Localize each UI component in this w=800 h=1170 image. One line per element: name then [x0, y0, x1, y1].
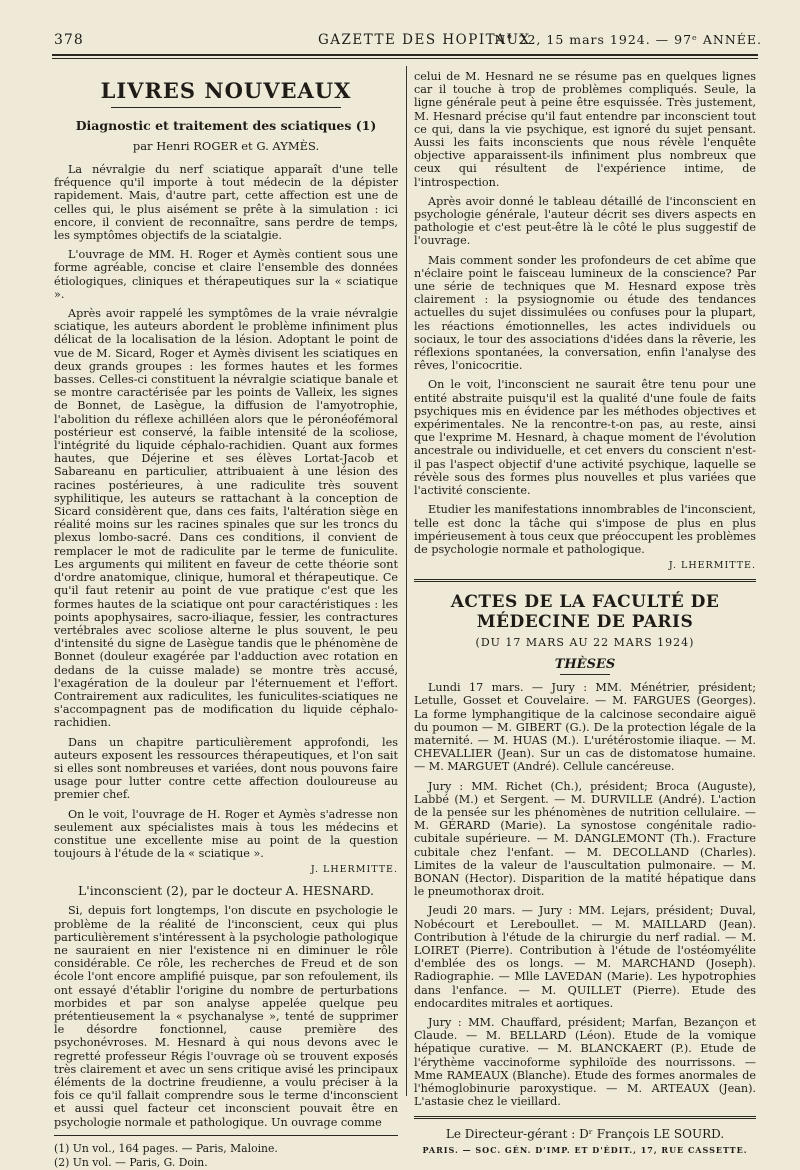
faculte-dates: (DU 17 MARS AU 22 MARS 1924)	[475, 636, 695, 650]
column-divider	[406, 66, 407, 1096]
article-title-sciatiques: Diagnostic et traitement des sciatiques (1)	[75, 118, 377, 133]
header-rule-thin	[52, 58, 758, 59]
footer-separator	[414, 1116, 756, 1119]
paragraph: On le voit, l'inconscient ne saurait être tenu pour une entité abstraite puisqu'il est la qualité d'une foule de faits psychiques mis en évidence par les méthodes objectives et expérimentales. Ne la rencontre-t-on pas, au reste, ainsi que l'exprime M. Hesnard, à chaque moment de l'évolution ancestrale ou individuelle, et cet envers du conscient n'est-il pas l'aspect objectif d'une activité psychique, laquelle se révèle sous des formes plus nouvelles et plus variées que l'activité consciente.	[414, 378, 756, 498]
signature: J. LHERMITTE.	[310, 864, 398, 876]
section-separator	[414, 579, 756, 582]
theses-heading: THÈSES	[554, 657, 616, 673]
paragraph: On le voit, l'ouvrage de H. Roger et Aymès s'adresse non seulement aux spécialistes mais à tous les médecins et constitue une excellente mise au point de la question toujours à l'étude de la « sciatique ».	[54, 807, 398, 861]
paragraph: Si, depuis fort longtemps, l'on discute en psychologie le problème de la réalité de l'inconscient, ceux qui plus particulièrement s'intéressent à la psychologie pathologique ne sauraient en nier l'existence ni en diminuer le rôle considérable. Ce rôle, les recherches de Freud et de son école l'ont encore amplifié puisque, par son refoulement, ils ont essayé d'établir l'origine du nombre de perturbations morbides et par son analyse appelée quelque peu prétentieusement la « psychanalyse », tenté de supprimer le désordre fonctionnel, cause première des psychonévroses. M. Hesnard à qui nous devons avec le regretté professeur Régis l'ouvrage où se trouvent exposés très clairement et avec un sens critique avisé les principaux éléments de la doctrine freudienne, a voulu préciser à la fois ce qu'il fallait comprendre sous le terme d'inconscient et aussi quel facteur cet inconscient pouvait être en psychologie normale et pathologique. Un ouvrage comme	[54, 904, 398, 1129]
paragraph: Mais comment sonder les profondeurs de cet abîme que n'éclaire point le faisceau lumineux de la conscience? Par une série de techniques que M. Hesnard expose très clairement : la psysiognomie ou étude des tendances actuelles du sujet dissimulées ou confuses pour la plupart, les réactions émotionnelles, les actes individuels ou sociaux, le tour des associations d'idées dans la rêverie, les réflexions spontanées, la conversation, enfin l'analyse des rêves, l'onicocritie.	[414, 253, 756, 373]
theses-rule	[560, 674, 610, 675]
left-column	[54, 70, 398, 1170]
paragraph: celui de M. Hesnard ne se résume pas en quelques lignes car il touche à trop de problèmes compliqués. Seule, la ligne générale peut à peine être esquissée. Très justement, M. Hesnard précise qu'il faut entendre par inconscient tout ce qui, dans la vie psychique, est ignoré du sujet pensant. Aussi les faits inconscients que nous révèle l'enquête objective apparaissent-ils infiniment plus nombreux que ceux qui résultent de l'expérience intime, de l'introspection.	[414, 70, 756, 189]
journal-title: GAZETTE DES HOPITAUX	[318, 32, 531, 48]
thesis-entry: Lundi 17 mars. — Jury : MM. Ménétrier, président; Letulle, Gosset et Couvelaire. — M. FARGUES (Georges). La forme lymphangitique de la calcinose secondaire aiguë du poumon — M. GIBERT (G.). De la protection légale de la maternité. — M. HUAS (M.). L'urétérostomie iliaque. — M. CHEVALLIER (Jean). Sur un cas de distomatose humaine. — M. MARGUET (André). Cellule cancéreuse.	[414, 681, 756, 774]
paragraph: Dans un chapitre particulièrement approfondi, les auteurs exposent les ressources thérapeutiques, et l'on sait si elles sont nombreuses et variées, dont nous pouvons faire usage pour lutter contre cette affection douloureuse au premier chef.	[54, 735, 398, 802]
paragraph: Après avoir donné le tableau détaillé de l'inconscient en psychologie générale, l'auteur décrit ses divers aspects en pathologie et c'est peut-être là le côté le plus suggestif de l'ouvrage.	[414, 194, 756, 248]
thesis-entry: Jeudi 20 mars. — Jury : MM. Lejars, président; Duval, Nobécourt et Lereboullet. — M. MAILLARD (Jean). Contribution à l'étude de la chirurgie du nerf radial. — M. LOIRET (Pierre). Contribution à l'étude de l'ostéomyélite d'emblée des os longs. — M. MARCHAND (Joseph). Radiographie. — Mlle LAVEDAN (Marie). Les hypotrophies dans l'enfance. — M. QUILLET (Pierre). Etude des endocardites mitrales et aortiques.	[414, 904, 756, 1010]
footnotes	[54, 1135, 398, 1170]
article-title-inconscient: L'inconscient (2), par le docteur A. HESNARD.	[77, 883, 375, 899]
paragraph: Après avoir rappelé les symptômes de la vraie névralgie sciatique, les auteurs abordent le problème infiniment plus délicat de la localisation de la lésion. Adoptant le point de vue de M. Sicard, Roger et Aymès divisent les sciatiques en deux grands groupes : les formes hautes et les formes basses. Celles-ci constituent la névralgie sciatique banale et se montre caractérisée par les points de Valleix, les signes de Bonnet, de Lasègue, la diffusion de l'amyotrophie, l'abolition du réflexe achilléen alors que le péronéofémoral postérieur est conservé, la faible intensité de la scoliose, l'intégrité du liquide céphalo-rachidien. Quant aux formes hautes, que Déjerine et ses élèves Lortat-Jacob et Sabareanu en particulier, attribuaient à une lésion des racines postérieures, à une radiculite très souvent syphilitique, les auteurs se rattachant à la conception de Sicard considèrent que, dans ces faits, l'altération siège en réalité moins sur les racines spinales que sur les troncs du plexus lombo-sacré. Dans ces conditions, il convient de remplacer le mot de radiculite par le terme de funiculite. Les arguments qui militent en faveur de cette théorie sont d'ordre anatomique, clinique, humoral et thérapeutique. Ce qu'il faut retenir au point de vue pratique c'est que les formes hautes de la sciatique ont pour caractéristiques : les points apophysaires, sacro-iliaque, fessier, les contractures vertébrales avec scoliose alterne le plus souvent, le peu d'intensité du signe de Lasègue tandis que le phénomène de Bonnet (douleur exagérée par l'adduction avec rotation en dedans de la cuisse malade) se montre très accusé, l'exagération de la douleur par l'éternuement et l'effort. Contrairement aux radiculites, les funiculites-sciatiques ne s'accompagnent pas de modification du liquide céphalo-rachidien.	[54, 307, 398, 730]
page-number: 378	[54, 32, 84, 48]
footnote: (2) Un vol. — Paris, G. Doin.	[54, 1155, 208, 1169]
header-rule	[52, 54, 758, 56]
thesis-entry: Jury : MM. Chauffard, président; Marfan, Bezançon et Claude. — M. BELLARD (Léon). Etude de la vomique hépatique curative. — M. BLANCKAERT (P.). Etude de l'érythème vaccinoforme syphiloïde des nourrissons. — Mme RAMEAUX (Blanche). Etude des formes anormales de l'hémoglobinurie paroxystique. — M. ARTEAUX (Jean). L'astasie chez le vieillard.	[414, 1015, 756, 1109]
director-line: Le Directeur-gérant : Dʳ François LE SOURD.	[445, 1127, 725, 1142]
article-byline: par Henri ROGER et G. AYMÈS.	[132, 139, 320, 153]
thesis-entry: Jury : MM. Richet (Ch.), président; Broca (Auguste), Labbé (M.) et Sergent. — M. DURVILLE (André). L'action de la pensée sur les phénomènes de nutrition cellulaire. — M. GÉRARD (Marie). La synostose congénitale radio-cubitale supérieure. — M. DANGLEMONT (Th.). Fracture cubitale chez l'enfant. — M. DECOLLAND (Charles). Limites de la valeur de l'auscultation pulmonaire. — M. BONAN (Hector). Disparition de la matité hépatique dans le pneumothorax droit.	[414, 779, 756, 899]
paragraph: L'ouvrage de MM. H. Roger et Aymès contient sous une forme agréable, concise et claire l'ensemble des données étiologiques, cliniques et thérapeutiques sur la « sciatique ».	[54, 248, 398, 301]
section-title-livres: LIVRES NOUVEAUX	[100, 78, 352, 103]
right-column	[414, 70, 756, 1155]
section-rule	[111, 107, 341, 108]
printer-line: PARIS. — SOC. GÉN. D'IMP. ET D'ÉDIT., 17, RUE CASSETTE.	[422, 1145, 748, 1156]
issue-date: N° 22, 15 mars 1924. — 97ᵉ ANNÉE.	[494, 32, 762, 47]
signature: J. LHERMITTE.	[668, 560, 756, 572]
footnote: (1) Un vol., 164 pages. — Paris, Maloine.	[54, 1141, 278, 1155]
page-header	[50, 28, 762, 52]
paragraph: La névralgie du nerf sciatique apparaît d'une telle fréquence qu'il importe à tout médecin de la dépister rapidement. Mais, d'autre part, cette affection est une de celles qui, le plus aisément se prête à la simulation : ici encore, il convient de reconnaître, sans perdre de temps, les symptômes objectifs de la sciatalgie.	[54, 163, 398, 243]
paragraph: Etudier les manifestations innombrables de l'inconscient, telle est donc la tâche qui s'impose de plus en plus impérieusement à tous ceux que préoccupent les problèmes de psychologie normale et pathologique.	[414, 503, 756, 556]
section-title-faculte: ACTES DE LA FACULTÉ DE MÉDECINE DE PARIS	[450, 592, 720, 633]
